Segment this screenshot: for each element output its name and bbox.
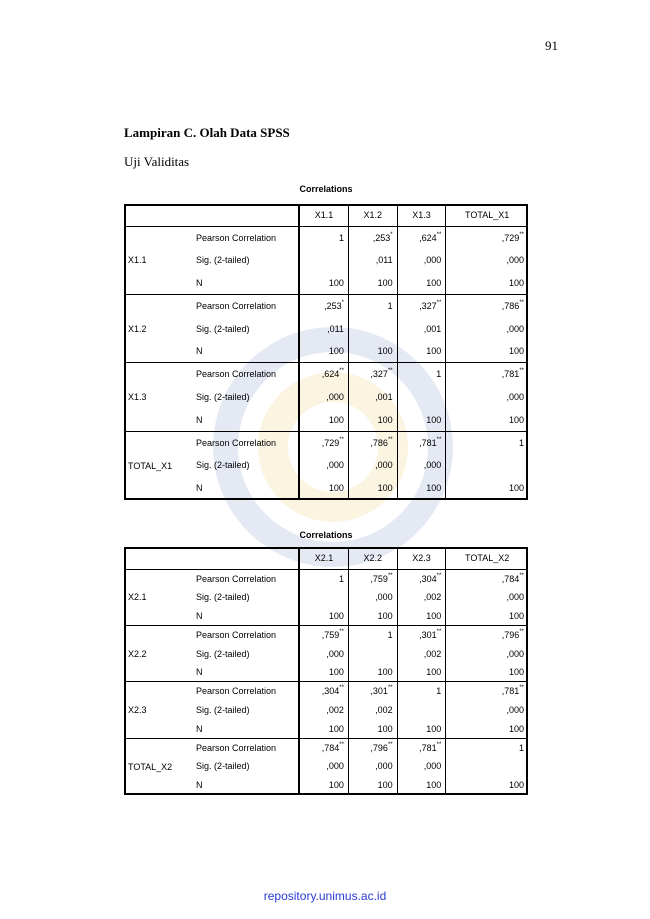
correlations-table-1	[124, 204, 528, 500]
correlation-cell: 100	[348, 607, 397, 626]
correlation-cell: ,000	[348, 588, 397, 607]
correlation-cell: ,002	[348, 701, 397, 720]
significance-marker: **	[339, 629, 344, 636]
row-variable-label: TOTAL_X2	[124, 738, 192, 794]
significance-marker: **	[339, 368, 344, 375]
correlation-cell	[348, 226, 397, 249]
correlation-cell	[299, 226, 348, 249]
correlation-cell	[397, 386, 446, 409]
correlation-cell	[397, 701, 446, 720]
correlation-cell: ,000	[397, 757, 446, 776]
correlation-cell	[348, 569, 397, 588]
correlation-cell: ,001	[397, 317, 446, 340]
row-variable-label: X2.2	[124, 625, 192, 681]
correlation-cell	[348, 294, 397, 317]
table1-title: Correlations	[299, 184, 353, 194]
cell-value: ,327	[370, 369, 388, 380]
correlation-cell	[299, 682, 348, 701]
statistic-label: Sig. (2-tailed)	[196, 592, 250, 603]
cell-value: 1	[518, 742, 524, 753]
correlation-cell: 100	[299, 719, 348, 738]
correlation-cell: ,000	[299, 644, 348, 663]
correlation-cell: 100	[397, 477, 446, 500]
cell-value: ,304	[419, 573, 437, 584]
row-variable-label: X2.1	[128, 592, 147, 603]
correlation-cell	[299, 738, 348, 757]
correlation-cell	[446, 454, 528, 477]
section-subheading: Uji Validitas	[124, 154, 190, 169]
significance-marker: **	[387, 368, 393, 375]
correlation-cell: 100	[446, 272, 528, 295]
column-header: X2.2	[348, 547, 397, 569]
cell-value: 1	[387, 301, 393, 312]
column-header: TOTAL_X2	[446, 547, 528, 569]
correlation-cell	[299, 294, 348, 317]
statistic-label: Sig. (2-tailed)	[196, 460, 250, 471]
correlation-cell: 100	[348, 408, 397, 431]
correlation-cell	[348, 317, 397, 340]
statistic-label: Pearson Correlation	[192, 431, 299, 454]
row-variable-label: X2.3	[124, 682, 192, 738]
significance-marker: **	[387, 741, 393, 748]
repository-footer: repository.unimus.ac.id	[263, 889, 387, 903]
correlation-cell	[348, 738, 397, 757]
correlation-cell: ,000	[299, 757, 348, 776]
statistic-label: N	[196, 483, 203, 494]
statistic-label: Sig. (2-tailed)	[196, 648, 250, 659]
correlation-cell	[397, 226, 446, 249]
column-header: X1.3	[397, 204, 446, 226]
correlation-cell	[397, 569, 446, 588]
statistic-label: Pearson Correlation	[192, 363, 299, 386]
statistic-label: Pearson Correlation	[192, 738, 299, 757]
correlation-cell: 100	[397, 272, 446, 295]
significance-marker: **	[387, 572, 393, 579]
cell-value: ,781	[419, 437, 437, 448]
cell-value: 1	[338, 232, 344, 243]
significance-marker: **	[436, 572, 442, 579]
significance-marker: **	[436, 231, 442, 238]
cell-value: ,781	[419, 742, 437, 753]
correlation-cell	[348, 363, 397, 386]
cell-value: ,304	[321, 686, 340, 697]
correlation-cell: 100	[397, 340, 446, 363]
significance-marker: **	[519, 572, 524, 579]
correlation-cell: 100	[397, 607, 446, 626]
significance-marker: **	[387, 436, 393, 443]
correlation-cell: 100	[299, 477, 348, 500]
section-heading: Lampiran C. Olah Data SPSS	[124, 125, 290, 140]
statistic-label: N	[196, 346, 203, 357]
cell-value: ,796	[370, 742, 388, 753]
cell-value: ,301	[419, 630, 437, 641]
correlation-cell	[446, 226, 528, 249]
correlation-cell: ,000	[446, 588, 528, 607]
statistic-label: N	[196, 414, 203, 425]
correlation-cell: ,002	[299, 701, 348, 720]
cell-value: ,784	[501, 573, 520, 584]
correlation-cell: 100	[348, 340, 397, 363]
correlation-cell: 100	[348, 776, 397, 795]
statistic-label: Pearson Correlation	[196, 232, 277, 243]
correlation-cell	[348, 682, 397, 701]
significance-marker: **	[519, 231, 524, 238]
row-variable-label: X1.1	[128, 255, 147, 266]
correlation-cell	[348, 625, 397, 644]
correlation-cell: ,000	[446, 317, 528, 340]
correlation-cell: ,000	[446, 701, 528, 720]
correlation-cell: 100	[348, 719, 397, 738]
cell-value: ,327	[419, 301, 437, 312]
significance-marker: **	[519, 368, 524, 375]
correlation-cell	[397, 363, 446, 386]
column-header: X2.1	[299, 547, 348, 569]
table-row	[124, 363, 528, 386]
correlation-cell: ,011	[348, 249, 397, 272]
table-row	[124, 682, 528, 701]
header-blank-cell	[124, 547, 299, 569]
correlation-cell	[446, 625, 528, 644]
correlation-cell: ,000	[299, 454, 348, 477]
significance-marker: **	[436, 629, 442, 636]
correlation-cell	[446, 294, 528, 317]
correlation-cell: 100	[446, 477, 528, 500]
cell-value: ,759	[321, 630, 340, 641]
cell-value: ,759	[370, 573, 388, 584]
correlation-cell	[348, 644, 397, 663]
correlation-cell	[299, 625, 348, 644]
correlation-cell: 100	[299, 272, 348, 295]
page-number: 91	[545, 38, 558, 53]
correlation-cell	[446, 363, 528, 386]
correlation-cell	[299, 569, 348, 588]
row-variable-label: X1.2	[124, 294, 192, 362]
cell-value: ,781	[501, 686, 520, 697]
correlation-cell: 100	[446, 719, 528, 738]
significance-marker: **	[436, 300, 442, 307]
correlation-cell: 100	[446, 607, 528, 626]
correlation-cell: 100	[348, 663, 397, 682]
correlation-cell: 100	[446, 340, 528, 363]
column-header: TOTAL_X1	[446, 204, 528, 226]
correlation-cell: 100	[397, 663, 446, 682]
correlation-cell: 100	[397, 776, 446, 795]
cell-value: 1	[387, 630, 393, 641]
correlation-cell: ,000	[446, 249, 528, 272]
significance-marker: **	[387, 685, 393, 692]
correlation-cell: ,000	[348, 757, 397, 776]
correlation-cell: 100	[446, 663, 528, 682]
table2-title: Correlations	[299, 530, 353, 540]
column-header: X1.1	[299, 204, 348, 226]
correlation-cell: ,000	[397, 249, 446, 272]
statistic-label: Sig. (2-tailed)	[196, 761, 250, 772]
cell-value: 1	[338, 573, 344, 584]
table-row	[124, 569, 528, 588]
correlation-cell: 100	[397, 408, 446, 431]
correlation-cell: ,002	[397, 588, 446, 607]
correlation-cell: 100	[299, 340, 348, 363]
correlation-cell	[299, 431, 348, 454]
correlation-cell: ,000	[397, 454, 446, 477]
table-row	[124, 625, 528, 644]
table-row	[124, 738, 528, 757]
row-variable-label: TOTAL_X1	[124, 431, 192, 499]
statistic-label: N	[196, 723, 203, 734]
column-header: X1.2	[348, 204, 397, 226]
cell-value: ,781	[501, 369, 520, 380]
correlation-cell: ,001	[348, 386, 397, 409]
statistic-label: Sig. (2-tailed)	[196, 391, 250, 402]
significance-marker: **	[519, 300, 524, 307]
correlation-cell	[299, 249, 348, 272]
cell-value: ,786	[501, 301, 520, 312]
statistic-label: Pearson Correlation	[196, 573, 277, 584]
correlation-cell	[348, 431, 397, 454]
significance-marker: **	[519, 629, 524, 636]
cell-value: ,253	[372, 232, 391, 243]
cell-value: ,784	[321, 742, 340, 753]
table-row	[124, 226, 528, 249]
table-row	[124, 431, 528, 454]
correlation-cell: ,000	[299, 386, 348, 409]
cell-value: ,301	[370, 686, 388, 697]
correlation-cell	[446, 569, 528, 588]
correlation-cell: ,000	[446, 644, 528, 663]
correlation-cell: ,011	[299, 317, 348, 340]
correlation-cell	[397, 738, 446, 757]
correlation-cell	[446, 431, 528, 454]
correlation-cell: 100	[299, 776, 348, 795]
correlation-cell	[299, 363, 348, 386]
correlation-cell: 100	[446, 776, 528, 795]
correlations-table-2	[124, 547, 528, 795]
correlation-cell	[446, 682, 528, 701]
statistic-label: Sig. (2-tailed)	[196, 323, 250, 334]
significance-marker: **	[339, 685, 344, 692]
table-row	[124, 294, 528, 317]
correlation-cell: 100	[299, 663, 348, 682]
significance-marker: **	[436, 741, 442, 748]
cell-value: 1	[436, 686, 442, 697]
correlation-cell	[397, 294, 446, 317]
correlation-cell	[397, 431, 446, 454]
significance-marker: **	[519, 685, 524, 692]
significance-marker: **	[339, 741, 344, 748]
cell-value: 1	[436, 369, 442, 380]
significance-marker: *	[390, 231, 393, 238]
row-variable-label: X1.3	[124, 363, 192, 431]
significance-marker: *	[341, 300, 344, 307]
statistic-label: N	[196, 610, 203, 621]
correlation-cell: ,000	[446, 386, 528, 409]
correlation-cell: 100	[299, 607, 348, 626]
statistic-label: N	[196, 780, 203, 791]
cell-value: ,729	[321, 437, 340, 448]
correlation-cell: ,000	[348, 454, 397, 477]
correlation-cell	[397, 682, 446, 701]
cell-value: ,624	[321, 369, 340, 380]
correlation-cell	[446, 757, 528, 776]
significance-marker: **	[436, 436, 442, 443]
correlation-cell: 100	[397, 719, 446, 738]
correlation-cell: ,002	[397, 644, 446, 663]
cell-value: ,786	[370, 437, 388, 448]
statistic-label: Pearson Correlation	[192, 294, 299, 317]
correlation-cell: 100	[299, 408, 348, 431]
column-header: X2.3	[397, 547, 446, 569]
correlation-cell	[446, 738, 528, 757]
cell-value: ,253	[324, 301, 342, 312]
header-blank-cell	[124, 204, 299, 226]
cell-value: 1	[518, 437, 524, 448]
cell-value: ,729	[501, 232, 520, 243]
correlation-cell: 100	[348, 477, 397, 500]
statistic-label: Pearson Correlation	[192, 625, 299, 644]
significance-marker: **	[339, 436, 344, 443]
cell-value: ,624	[419, 232, 437, 243]
correlation-cell: 100	[446, 408, 528, 431]
cell-value: ,796	[501, 630, 520, 641]
statistic-label: Sig. (2-tailed)	[196, 704, 250, 715]
statistic-label: Pearson Correlation	[192, 682, 299, 701]
statistic-label: N	[196, 667, 203, 678]
correlation-cell	[299, 588, 348, 607]
correlation-cell: 100	[348, 272, 397, 295]
statistic-label: Sig. (2-tailed)	[196, 255, 250, 266]
correlation-cell	[397, 625, 446, 644]
statistic-label: N	[196, 277, 203, 288]
